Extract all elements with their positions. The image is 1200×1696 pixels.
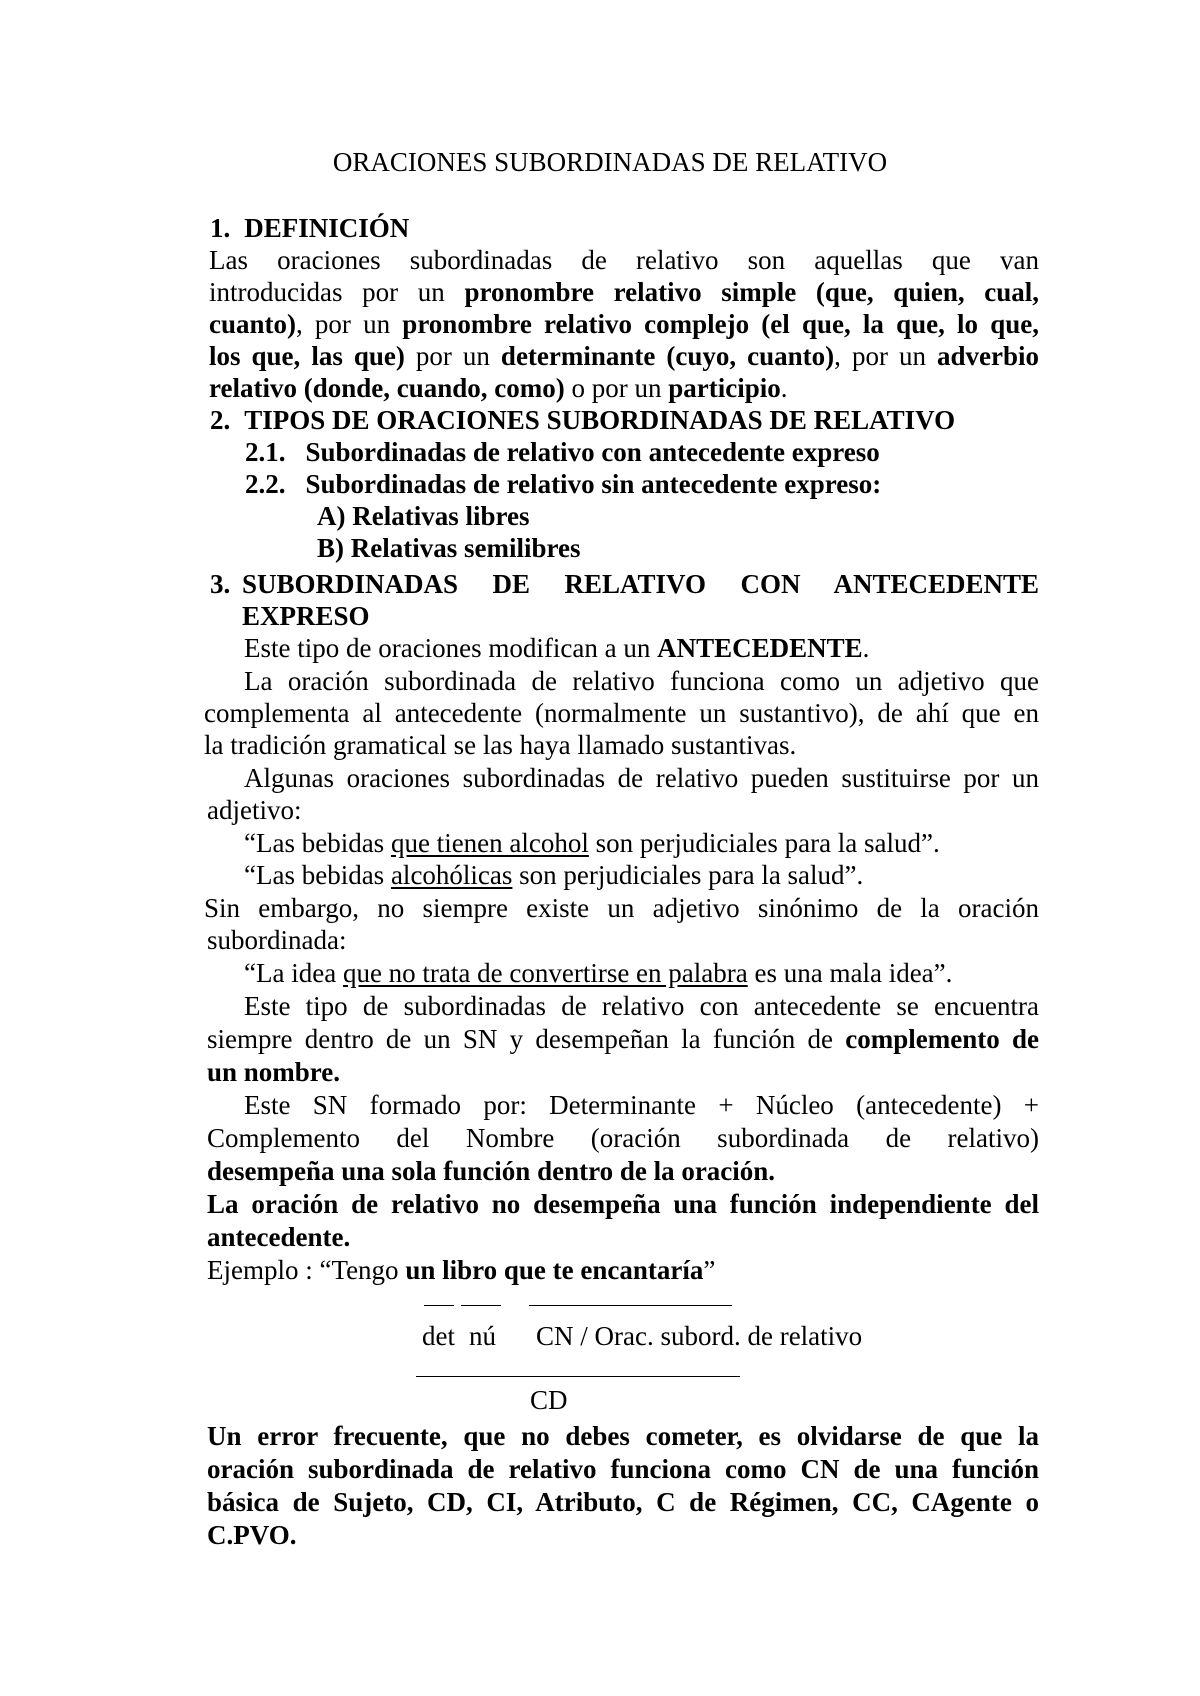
relativas-semilibres: B) Relativas semilibres [317,533,581,563]
definition-line-4: los que, las que) por un determinante (cuyo, cuanto), por un adverbio [209,341,1039,371]
section-2-heading: 2. TIPOS DE ORACIONES SUBORDINADAS DE RELATIVO [210,405,956,435]
sin-embargo-line-2: subordinada: [207,925,347,955]
sustituir-line-2: adjetivo: [207,795,302,825]
section-3-number: 3. [210,569,231,599]
cn-rule [529,1305,732,1306]
warning-line-2: oración subordinada de relativo funciona como CN de una función [207,1454,1039,1484]
nucleo-rule [461,1305,501,1306]
ejemplo-line: Ejemplo : “Tengo un libro que te encantaría” [207,1255,716,1285]
section-3-heading-line-2: EXPRESO [242,601,370,631]
sn-line-3: un nombre. [207,1057,341,1087]
det-label: det [422,1321,455,1351]
oracion-line-2: complementa al antecedente (normalmente un sustantivo), de ahí que en [204,698,1039,728]
cd-label: CD [530,1385,568,1415]
warning-line-3: básica de Sujeto, CD, CI, Atributo, C de Régimen, CC, CAgente o [207,1487,1039,1517]
cd-rule [416,1376,740,1377]
sustituir-line-1: Algunas oraciones subordinadas de relativo pueden sustituirse por un [244,763,1039,793]
oracion-line-3: la tradición gramatical se las haya llamado sustantivas. [204,730,797,760]
warning-line-4: C.PVO. [207,1520,297,1550]
example-2: “Las bebidas alcohólicas son perjudiciales para la salud”. [244,860,864,890]
warning-line-1: Un error frecuente, que no debes cometer, es olvidarse de que la [207,1421,1039,1451]
definition-line-5: relativo (donde, cuando, como) o por un participio. [209,373,788,403]
example-1: “Las bebidas que tienen alcohol son perjudiciales para la salud”. [244,828,940,858]
sn-line-2: siempre dentro de un SN y desempeñan la función de complemento de [207,1024,1039,1054]
section-1-heading: 1. DEFINICIÓN [210,213,410,243]
sn-line-1: Este tipo de subordinadas de relativo con antecedente se encuentra [244,991,1039,1021]
independiente-line-1: La oración de relativo no desempeña una función independiente del [207,1189,1039,1219]
definition-line-1: Las oraciones subordinadas de relativo son aquellas que van [209,245,1039,275]
definition-line-2: introducidas por un pronombre relativo simple (que, quien, cual, [209,277,1039,307]
definition-line-3: cuanto), por un pronombre relativo complejo (el que, la que, lo que, [209,309,1039,339]
formado-line-2: Complemento del Nombre (oración subordinada de relativo) [207,1123,1039,1153]
page-title: ORACIONES SUBORDINADAS DE RELATIVO [332,147,888,177]
example-3: “La idea que no trata de convertirse en palabra es una mala idea”. [244,958,953,988]
nucleo-label: nú [469,1321,496,1351]
independiente-line-2: antecedente. [207,1222,351,1252]
formado-line-3: desempeña una sola función dentro de la oración. [207,1156,776,1186]
antecedente-line: Este tipo de oraciones modifican a un ANTECEDENTE. [244,633,870,663]
det-rule [424,1305,454,1306]
relativas-libres: A) Relativas libres [317,501,530,531]
section-3-heading-line-1: SUBORDINADAS DE RELATIVO CON ANTECEDENTE [242,569,1039,599]
cn-label: CN / Orac. subord. de relativo [536,1321,863,1351]
sin-embargo-line-1: Sin embargo, no siempre existe un adjetivo sinónimo de la oración [204,893,1039,923]
formado-line-1: Este SN formado por: Determinante + Núcleo (antecedente) + [244,1090,1039,1120]
oracion-line-1: La oración subordinada de relativo funciona como un adjetivo que [244,666,1039,696]
subsection-2-1: 2.1. Subordinadas de relativo con antecedente expreso [245,437,880,467]
subsection-2-2: 2.2. Subordinadas de relativo sin antecedente expreso: [245,469,882,499]
